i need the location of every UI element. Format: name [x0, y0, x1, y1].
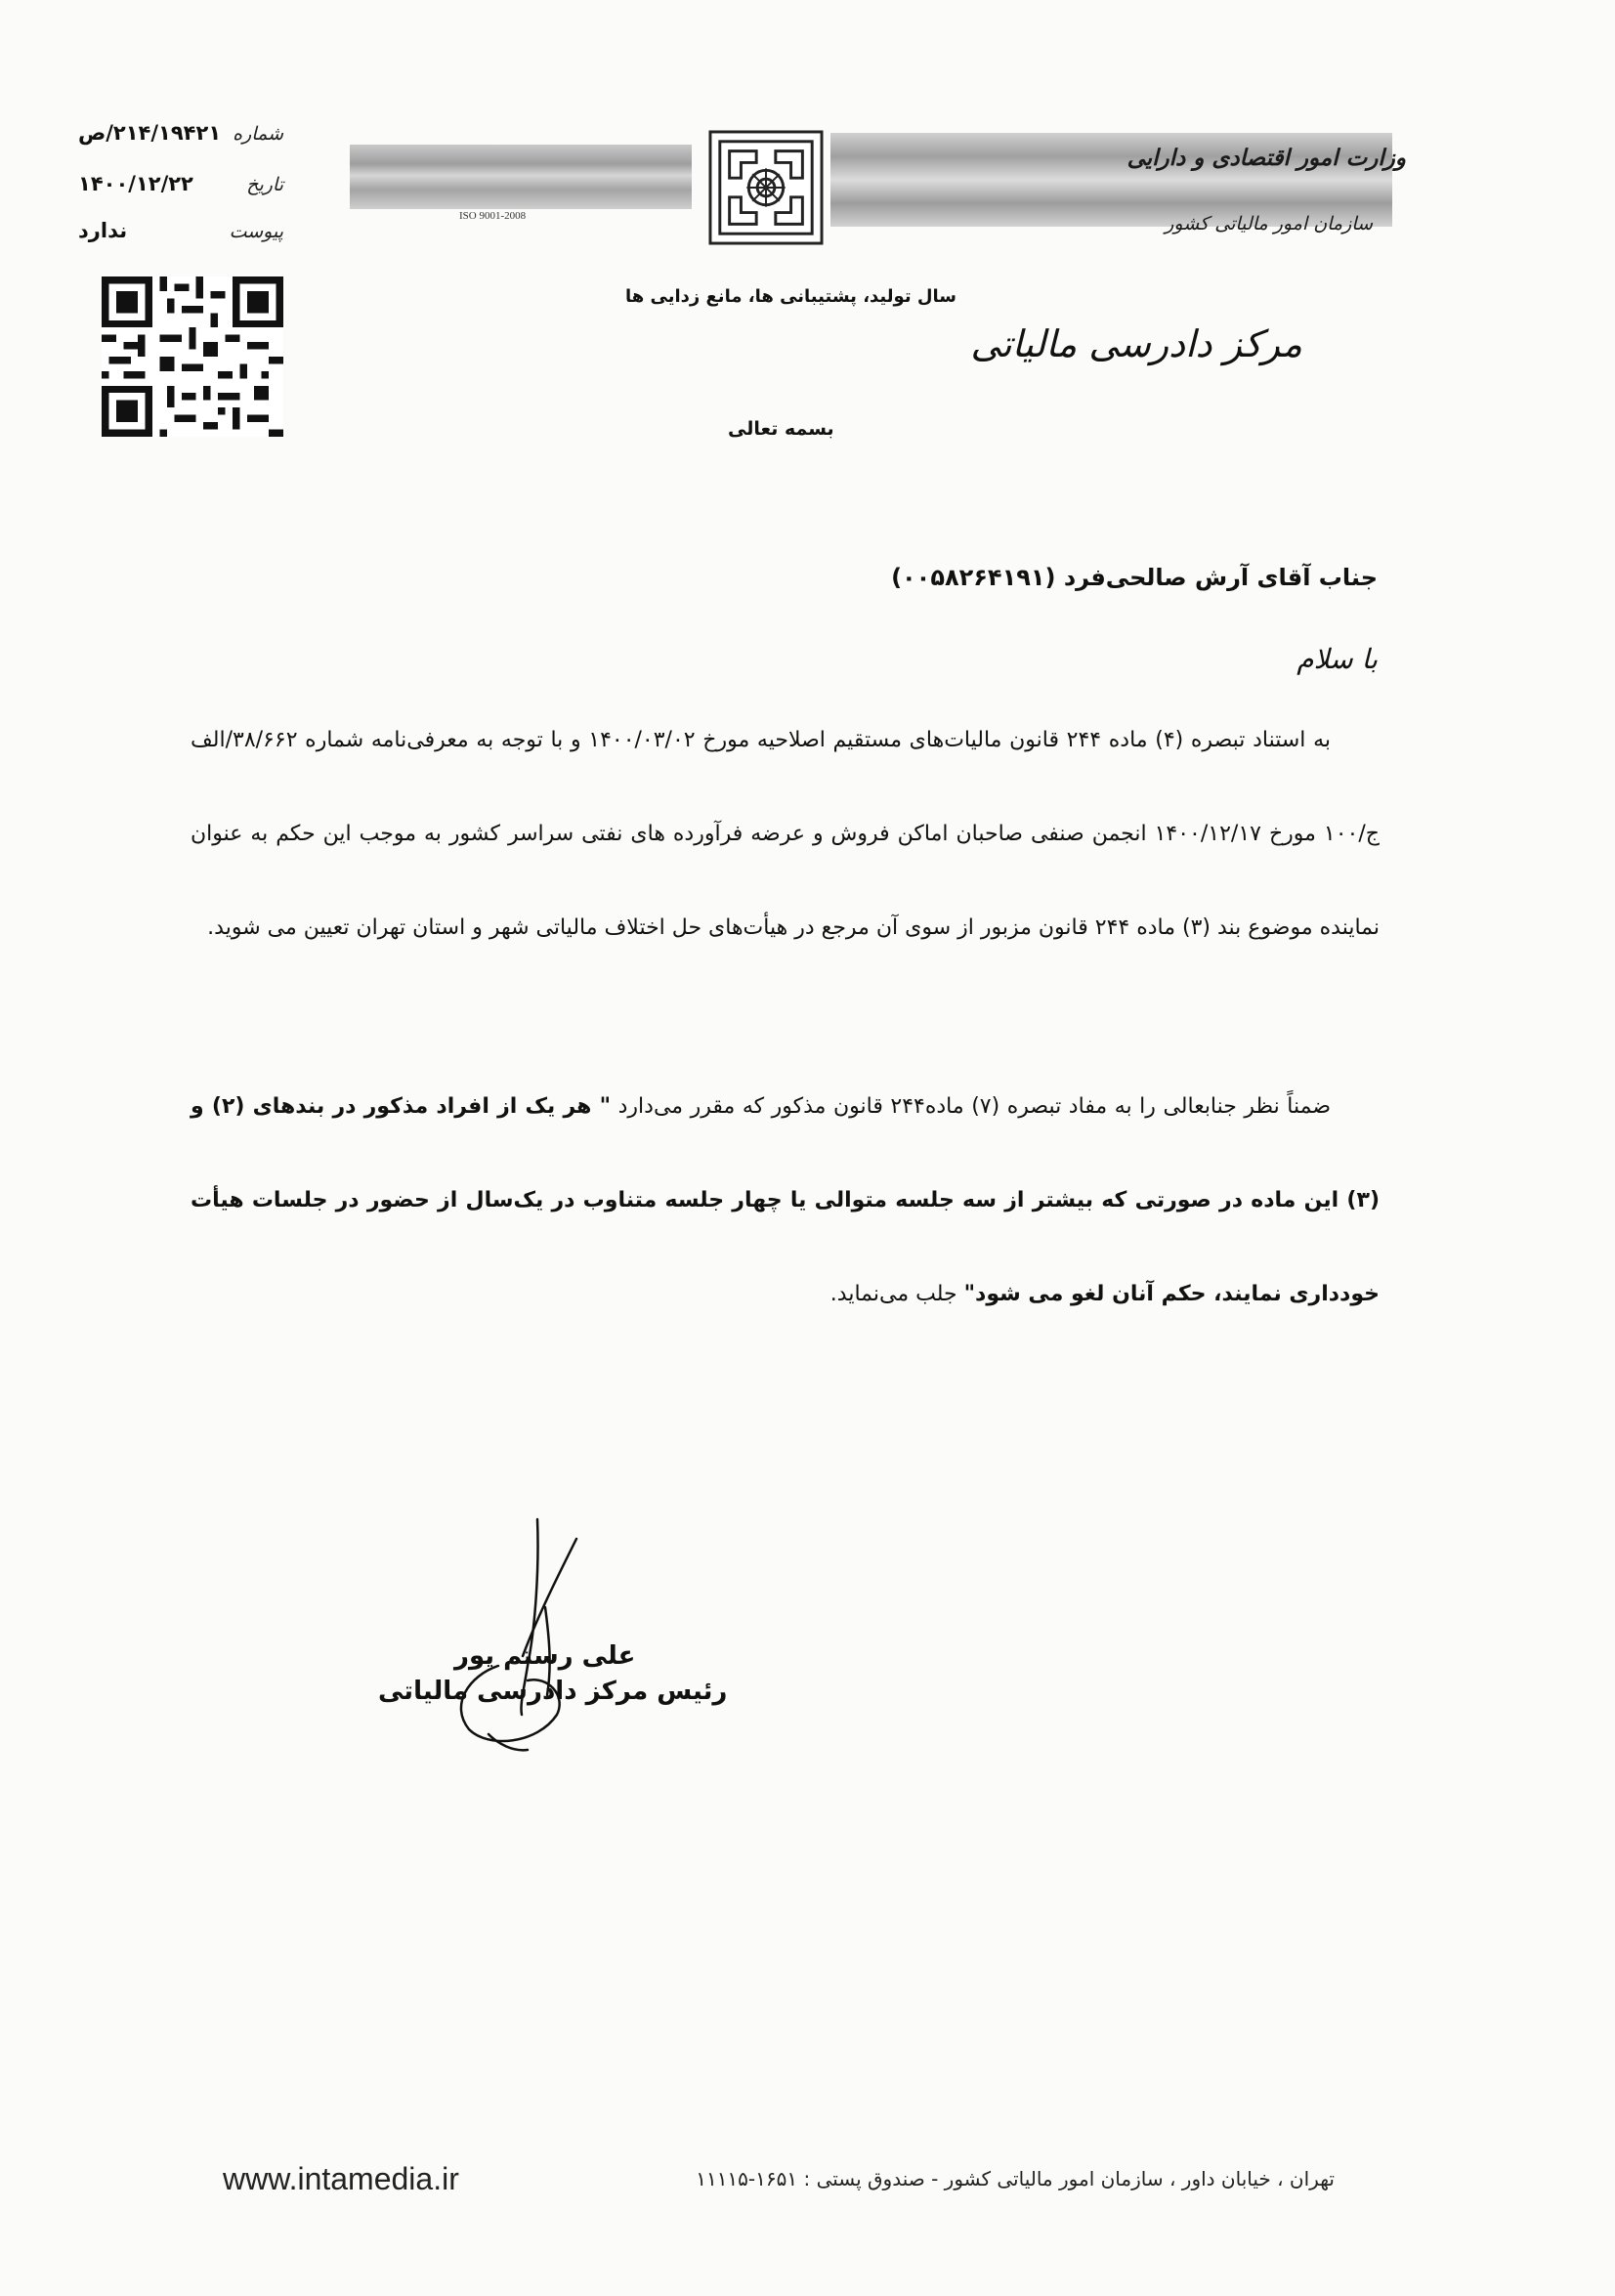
- organization-name: سازمان امور مالیاتی کشور: [1165, 213, 1373, 234]
- paragraph-2-quote: " هر یک از افراد مذکور در بندهای (۲) و (۳) این ماده در صورتی که بیشتر از سه جلسه متوالی یا چهار جلسه متناوب در یک‌سال از حضور در جلسات هیأت خودداری نمایند، حکم آنان لغو می شود": [191, 1094, 1380, 1306]
- letter-number-value: ۲۱۴/۱۹۴۲۱/ص: [78, 121, 222, 145]
- body-paragraph-1: به استناد تبصره (۴) ماده ۲۴۴ قانون مالیات‌های مستقیم اصلاحیه مورخ ۱۴۰۰/۰۳/۰۲ و با توجه به معرفی‌نامه شماره ۳۸/۶۶۲/الف ج/۱۰۰ مورخ ۱۴۰۰/۱۲/۱۷ انجمن صنفی صاحبان اماکن فروش و عرضه فرآورده های نفتی سراسر کشور به موجب این حکم به عنوان نماینده موضوع بند (۳) ماده ۲۴۴ قانون مزبور از سوی آن مرجع در هیأت‌های حل اختلاف مالیاتی شهر و استان تهران تعیین می شوید.: [191, 728, 1380, 940]
- tax-organization-logo-icon: [708, 130, 824, 245]
- qr-code-icon: [102, 276, 283, 438]
- paragraph-2-end: جلب می‌نماید.: [829, 1282, 964, 1306]
- attachment-row: [78, 219, 283, 242]
- center-name: مرکز دادرسی مالیاتی: [970, 322, 1302, 365]
- ministry-name: وزارت امور اقتصادی و دارایی: [1126, 145, 1406, 171]
- letter-date-row: [78, 172, 283, 195]
- letter-number-label: شماره: [233, 123, 283, 145]
- attachment-value: ندارد: [78, 219, 128, 242]
- iso-label: ISO 9001-2008: [459, 210, 527, 222]
- invocation: بسمه تعالی: [728, 418, 834, 440]
- signature-icon: [430, 1509, 606, 1764]
- body-paragraph-2: [191, 1060, 1380, 1341]
- letter-date-value: ۱۴۰۰/۱۲/۲۲: [78, 172, 193, 195]
- footer-website: www.intamedia.ir: [223, 2161, 459, 2196]
- signer-title: رئیس مرکز دادرسی مالیاتی: [378, 1677, 728, 1706]
- letter-number-row: [78, 121, 283, 145]
- letter-date-label: تاریخ: [246, 174, 283, 195]
- salutation: با سلام: [1296, 643, 1378, 675]
- paragraph-2-intro: ضمناً نظر جنابعالی را به مفاد تبصره (۷) ماده۲۴۴ قانون مذکور که مقرر می‌دارد: [611, 1094, 1332, 1119]
- attachment-label: پیوست: [229, 221, 283, 242]
- signer-name: علی رستم پور: [454, 1641, 636, 1671]
- header-banner-left: [350, 145, 692, 209]
- footer-address: تهران ، خیابان داور ، سازمان امور مالیاتی کشور - صندوق پستی : ۱۶۵۱-۱۱۱۱۵: [696, 2167, 1335, 2190]
- year-slogan: سال تولید، پشتیبانی ها، مانع زدایی ها: [625, 286, 956, 307]
- addressee: جناب آقای آرش صالحی‌فرد (۰۰۵۸۲۶۴۱۹۱): [891, 564, 1378, 591]
